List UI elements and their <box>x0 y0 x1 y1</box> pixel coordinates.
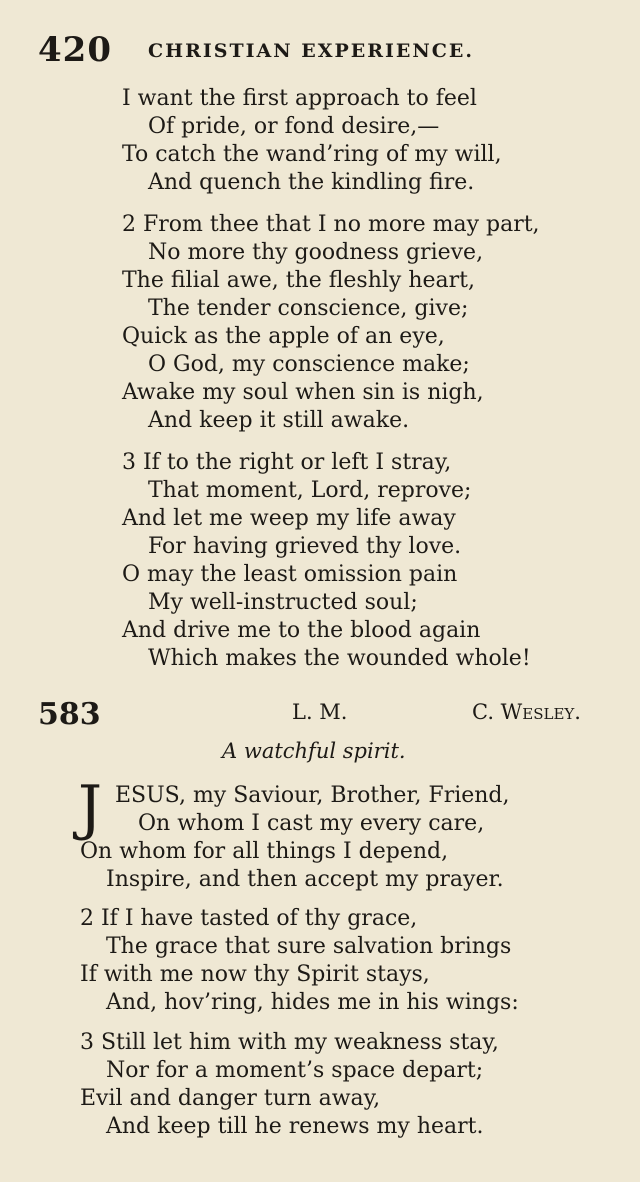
page-number: 420 <box>38 30 112 70</box>
verse-line: 2 If I have tasted of thy grace, <box>80 906 418 931</box>
hymn-title: A watchful spirit. <box>222 739 406 763</box>
verse-line: On whom for all things I depend, <box>80 839 449 864</box>
verse-line: 3 If to the right or left I stray, <box>122 450 452 475</box>
verse-line: 3 Still let him with my weakness stay, <box>80 1030 499 1055</box>
verse-line: On whom I cast my every care, <box>138 811 485 836</box>
verse-line: To catch the wand’ring of my will, <box>122 142 502 167</box>
verse-line: 2 From thee that I no more may part, <box>122 212 540 237</box>
running-title: CHRISTIAN EXPERIENCE. <box>148 40 474 62</box>
verse-line: Inspire, and then accept my prayer. <box>106 867 504 892</box>
verse-line: O may the least omission pain <box>122 562 458 587</box>
verse-line: The tender conscience, give; <box>148 296 469 321</box>
verse-line: I want the first approach to feel <box>122 86 477 111</box>
hymn-number: 583 <box>38 697 101 732</box>
verse-line: The grace that sure salvation brings <box>106 934 512 959</box>
drop-cap: J <box>78 773 103 843</box>
verse-line: For having grieved thy love. <box>148 534 462 559</box>
verse-line: The filial awe, the fleshly heart, <box>122 268 475 293</box>
verse-line: Evil and danger turn away, <box>80 1086 381 1111</box>
hymn-author: C. Wesley. <box>472 700 581 724</box>
verse-line: If with me now thy Spirit stays, <box>80 962 430 987</box>
verse-line: Awake my soul when sin is nigh, <box>122 380 484 405</box>
verse-line: My well-instructed soul; <box>148 590 418 615</box>
page-header <box>38 30 618 70</box>
verse-line: Quick as the apple of an eye, <box>122 324 445 349</box>
verse-line: And let me weep my life away <box>122 506 456 531</box>
verse-line: O God, my conscience make; <box>148 352 470 377</box>
hymn-meter: L. M. <box>292 700 348 724</box>
verse-line: Of pride, or fond desire,— <box>148 114 440 139</box>
verse-line: No more thy goodness grieve, <box>148 240 484 265</box>
verse-line: And drive me to the blood again <box>122 618 481 643</box>
verse-line: That moment, Lord, reprove; <box>148 478 472 503</box>
verse-line: And keep till he renews my heart. <box>106 1114 484 1139</box>
verse-line: And keep it still awake. <box>148 408 410 433</box>
verse-line: And, hov’ring, hides me in his wings: <box>106 990 519 1015</box>
verse-line: Which makes the wounded whole! <box>148 646 531 671</box>
verse-line: ESUS, my Saviour, Brother, Friend, <box>115 783 510 808</box>
verse-line: And quench the kindling fire. <box>148 170 475 195</box>
verse-line: Nor for a moment’s space depart; <box>106 1058 484 1083</box>
